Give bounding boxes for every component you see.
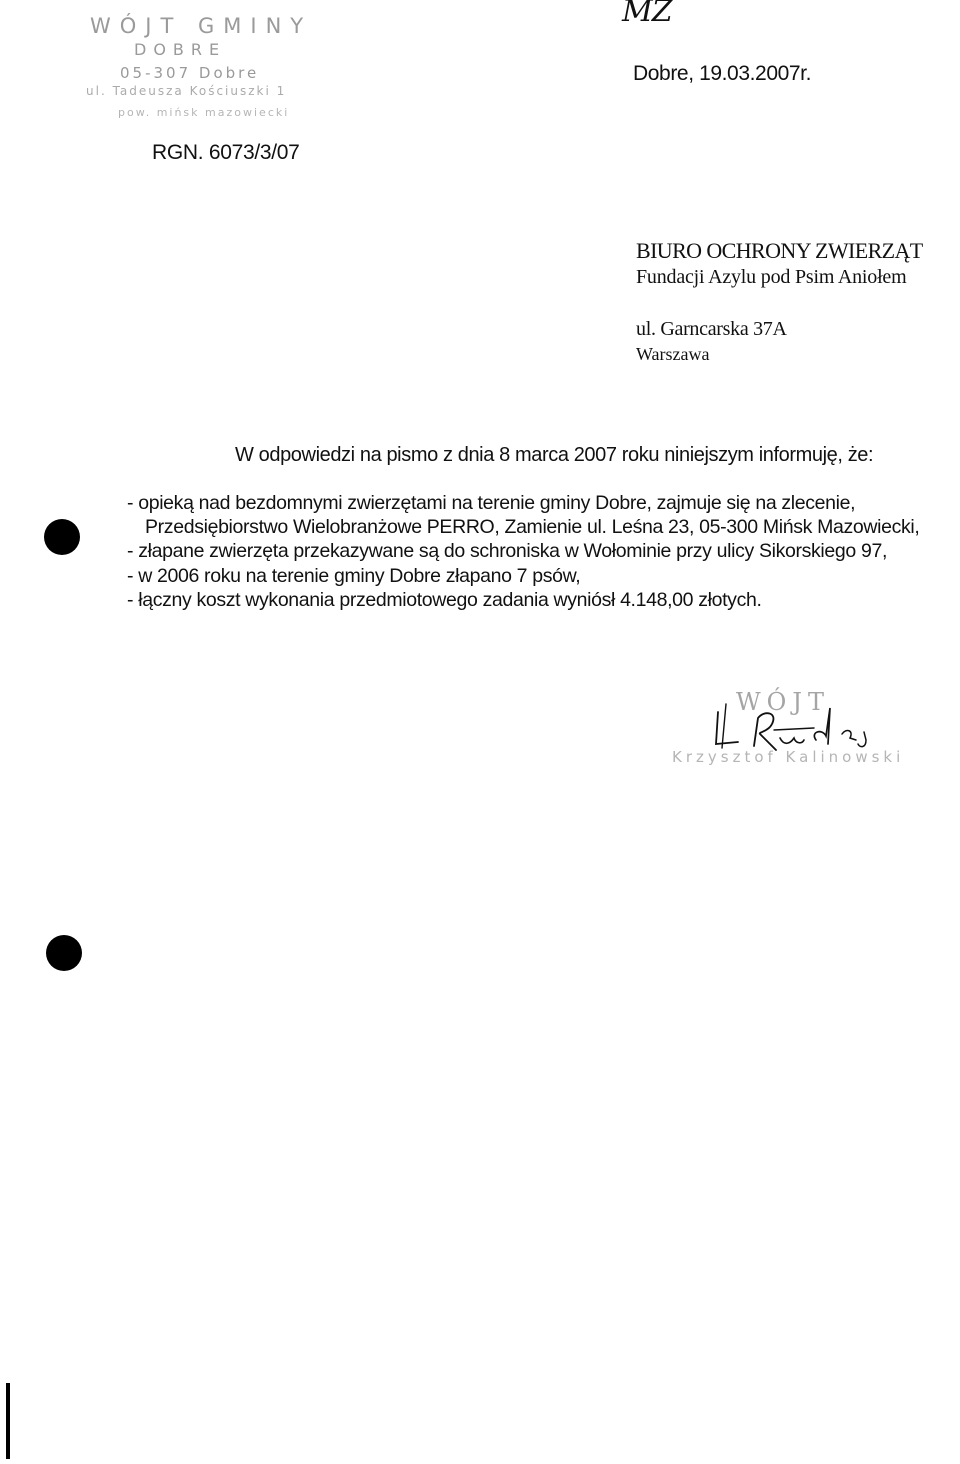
body-line: - złapane zwierzęta przekazywane są do schroniska w Wołominie przy ulicy Sikorskiego 97, bbox=[127, 540, 888, 563]
recipient-name: BIURO OCHRONY ZWIERZĄT bbox=[636, 238, 923, 263]
signature-block bbox=[660, 682, 905, 802]
letter-intro: W odpowiedzi na pismo z dnia 8 marca 2007 roku niniejszym informuję, że: bbox=[235, 444, 874, 466]
stamp-line-postcode: 05-307 Dobre bbox=[120, 64, 260, 82]
signature-stamp-title: WÓJT bbox=[736, 688, 830, 716]
body-line: - w 2006 roku na terenie gminy Dobre złapano 7 psów, bbox=[127, 564, 581, 587]
scan-edge-mark bbox=[6, 1383, 10, 1459]
handwritten-signature-icon bbox=[660, 682, 900, 802]
signature-stamp-name: Krzysztof Kalinowski bbox=[672, 748, 905, 766]
body-line: - opieką nad bezdomnymi zwierzętami na terenie gminy Dobre, zajmuje się na zlecenie, bbox=[127, 492, 856, 514]
stamp-line-municipality: DOBRE bbox=[134, 40, 227, 59]
stamp-line-street: ul. Tadeusza Kościuszki 1 bbox=[86, 84, 287, 98]
hole-punch-mark bbox=[46, 935, 82, 971]
handwritten-initials: MZ bbox=[622, 0, 672, 29]
hole-punch-mark bbox=[44, 519, 80, 555]
body-line: - łączny koszt wykonania przedmiotowego zadania wyniósł 4.148,00 złotych. bbox=[127, 588, 762, 611]
body-line: Przedsiębiorstwo Wielobranżowe PERRO, Zamienie ul. Leśna 23, 05-300 Mińsk Mazowiecki, bbox=[145, 516, 920, 539]
stamp-line-county: pow. mińsk mazowiecki bbox=[118, 106, 290, 119]
recipient-city: Warszawa bbox=[636, 344, 710, 364]
letter-date: Dobre, 19.03.2007r. bbox=[633, 62, 812, 85]
stamp-line-office: WÓJT GMINY bbox=[90, 14, 313, 38]
reference-number: RGN. 6073/3/07 bbox=[152, 141, 300, 164]
letter-body bbox=[127, 491, 919, 612]
recipient-organization: Fundacji Azylu pod Psim Aniołem bbox=[636, 266, 907, 288]
recipient-street: ul. Garncarska 37A bbox=[636, 318, 787, 340]
